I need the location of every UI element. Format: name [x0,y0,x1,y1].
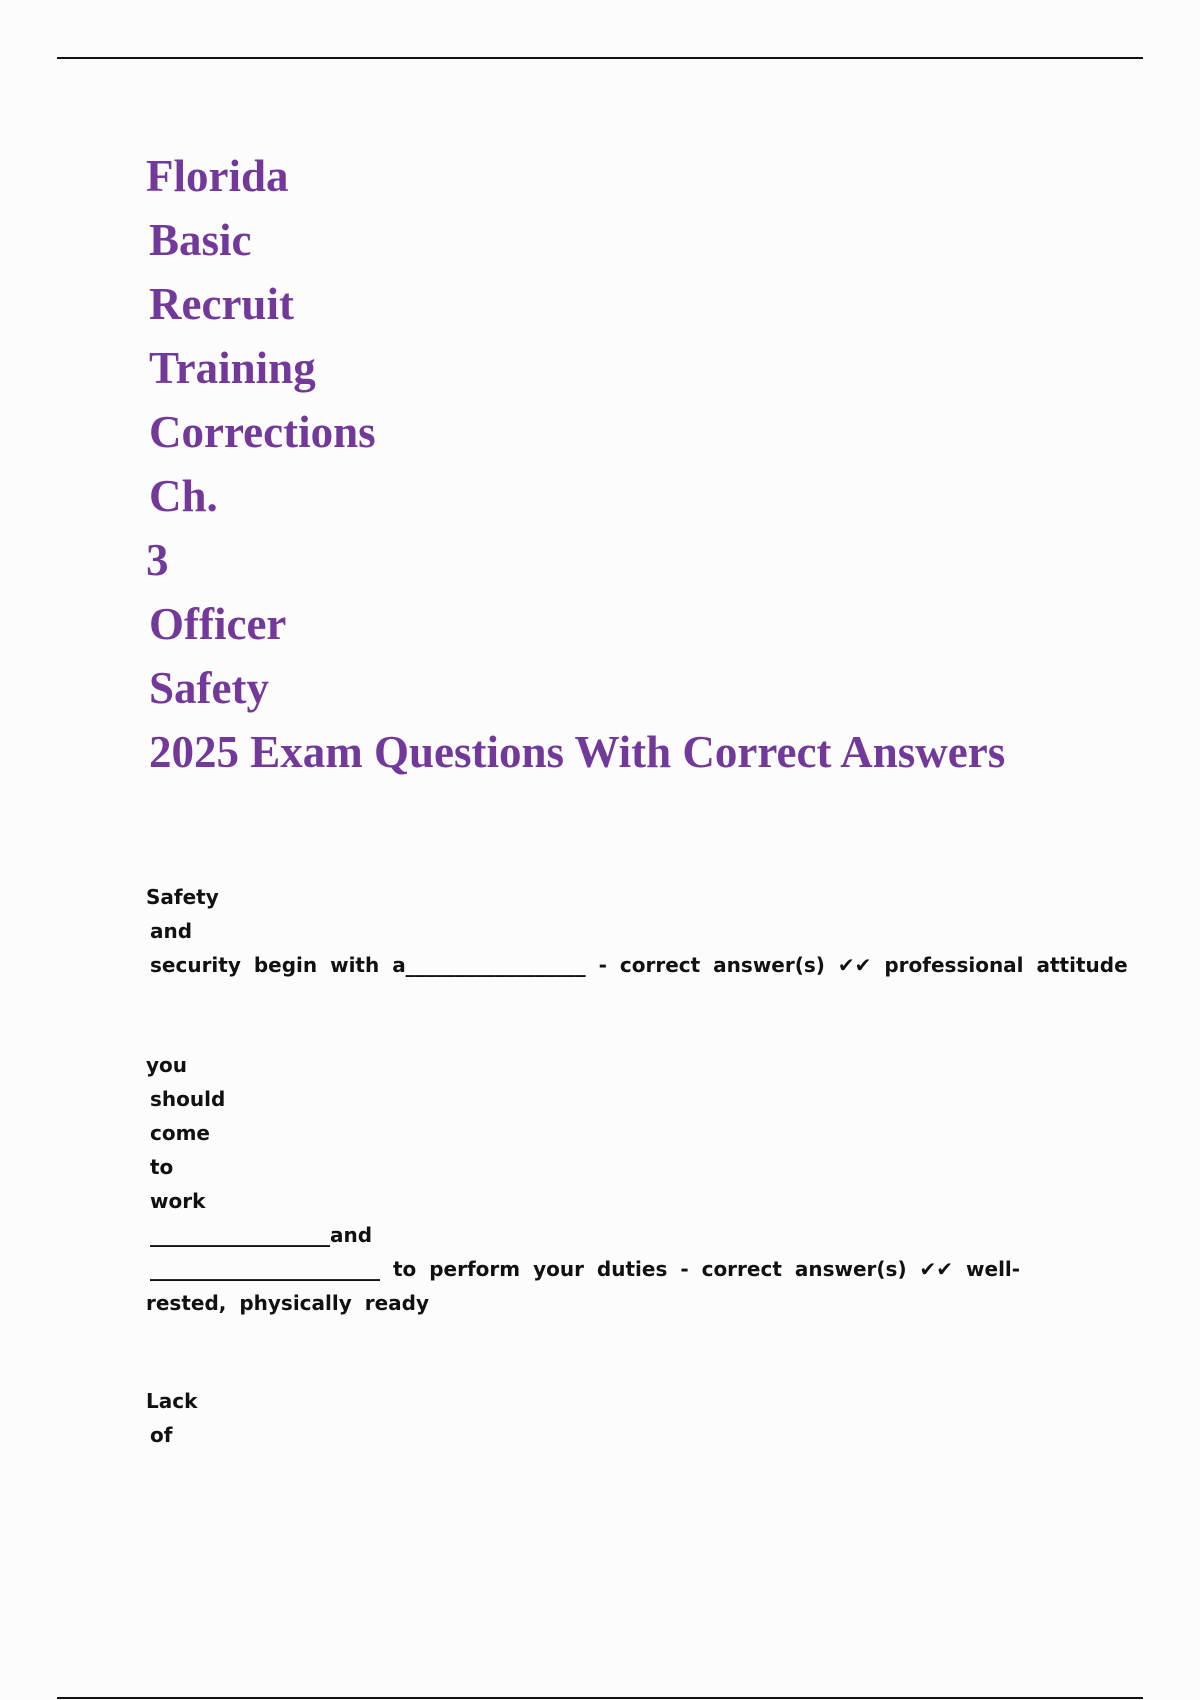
question-text-line: security begin with a__________________ - correct answer(s) ✔✔ professional attitude [150,953,1128,977]
document-title [146,144,1005,784]
question-text-line: of [150,1423,173,1447]
question-text-line: to [150,1155,174,1179]
question-text-line: come [150,1121,210,1145]
question-text-line: you [146,1053,188,1077]
title-line: Corrections [149,407,376,457]
question-block [146,880,1128,982]
title-line: Florida [146,151,289,201]
title-line: Recruit [149,279,294,329]
question-block [146,1048,1076,1320]
title-line: 2025 Exam Questions With Correct Answers [149,727,1006,777]
question-text-line: and [150,919,193,943]
question-text-line: Lack [146,1389,198,1413]
question-text-line: rested, physically ready [146,1291,430,1315]
question-text-line: work [150,1189,206,1213]
title-line: Training [149,343,316,393]
title-line: Basic [149,215,252,265]
question-text-line: _______________________ to perform your duties - correct answer(s) ✔✔ well- [150,1257,1021,1281]
question-text-line: __________________and [150,1223,373,1247]
question-block [146,1384,1076,1452]
title-line: Safety [149,663,269,713]
title-line: Ch. [149,471,218,521]
title-line: Officer [149,599,287,649]
header-rule [57,57,1143,59]
question-text-line: should [150,1087,226,1111]
question-text-line: Safety [146,885,219,909]
footer-rule [57,1697,1143,1699]
title-line: 3 [146,535,169,585]
